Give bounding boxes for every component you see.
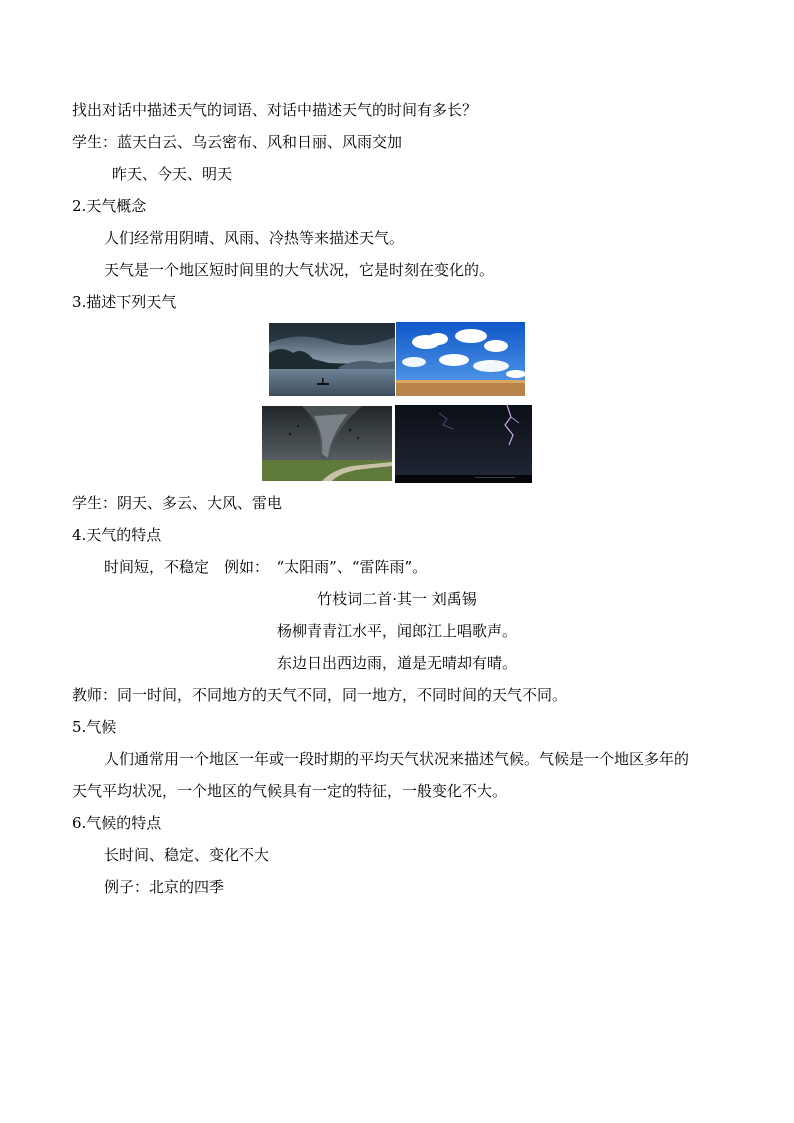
- section-5-paragraph-line-1: 人们通常用一个地区一年或一段时期的平均天气状况来描述气候。气候是一个地区多年的: [104, 750, 690, 768]
- student-answer-times: 昨天、今天、明天: [112, 165, 233, 183]
- poem-title: 竹枝词二首·其一 刘禹锡: [317, 590, 477, 608]
- blue-sky-clouds-photo: [396, 322, 525, 396]
- section-6-paragraph-2: 例子：北京的四季: [104, 878, 225, 896]
- poem-line-1: 杨柳青青江水平，闻郎江上唱歌声。: [276, 622, 517, 640]
- question-intro: 找出对话中描述天气的词语、对话中描述天气的时间有多长？: [72, 101, 478, 119]
- teacher-note: 教师：同一时间，不同地方的天气不同，同一地方，不同时间的天气不同。: [72, 686, 568, 704]
- cloudy-lake-photo: [269, 323, 395, 396]
- section-3-title: 3.描述下列天气: [72, 293, 177, 311]
- section-5-paragraph-line-2: 天气平均状况，一个地区的气候具有一定的特征，一般变化不大。: [72, 782, 508, 800]
- section-4-title: 4.天气的特点: [72, 526, 162, 544]
- section-5-title: 5.气候: [72, 718, 117, 736]
- section-4-paragraph: 时间短，不稳定 例如： “太阳雨”、“雷阵雨”。: [104, 558, 428, 576]
- section-2-title: 2.天气概念: [72, 197, 147, 215]
- student-answer-words: 学生：蓝天白云、乌云密布、风和日丽、风雨交加: [72, 133, 403, 151]
- section-2-paragraph-2: 天气是一个地区短时间里的大气状况，它是时刻在变化的。: [104, 261, 495, 279]
- poem-line-2: 东边日出西边雨，道是无晴却有晴。: [276, 654, 517, 672]
- section-6-paragraph-1: 长时间、稳定、变化不大: [104, 846, 270, 864]
- section-6-title: 6.气候的特点: [72, 814, 162, 832]
- student-answer-weather-types: 学生：阴天、多云、大风、雷电: [72, 494, 283, 512]
- tornado-storm-photo: [262, 406, 392, 481]
- lightning-night-photo: [395, 405, 532, 483]
- section-2-paragraph-1: 人们经常用阴晴、风雨、冷热等来描述天气。: [104, 229, 405, 247]
